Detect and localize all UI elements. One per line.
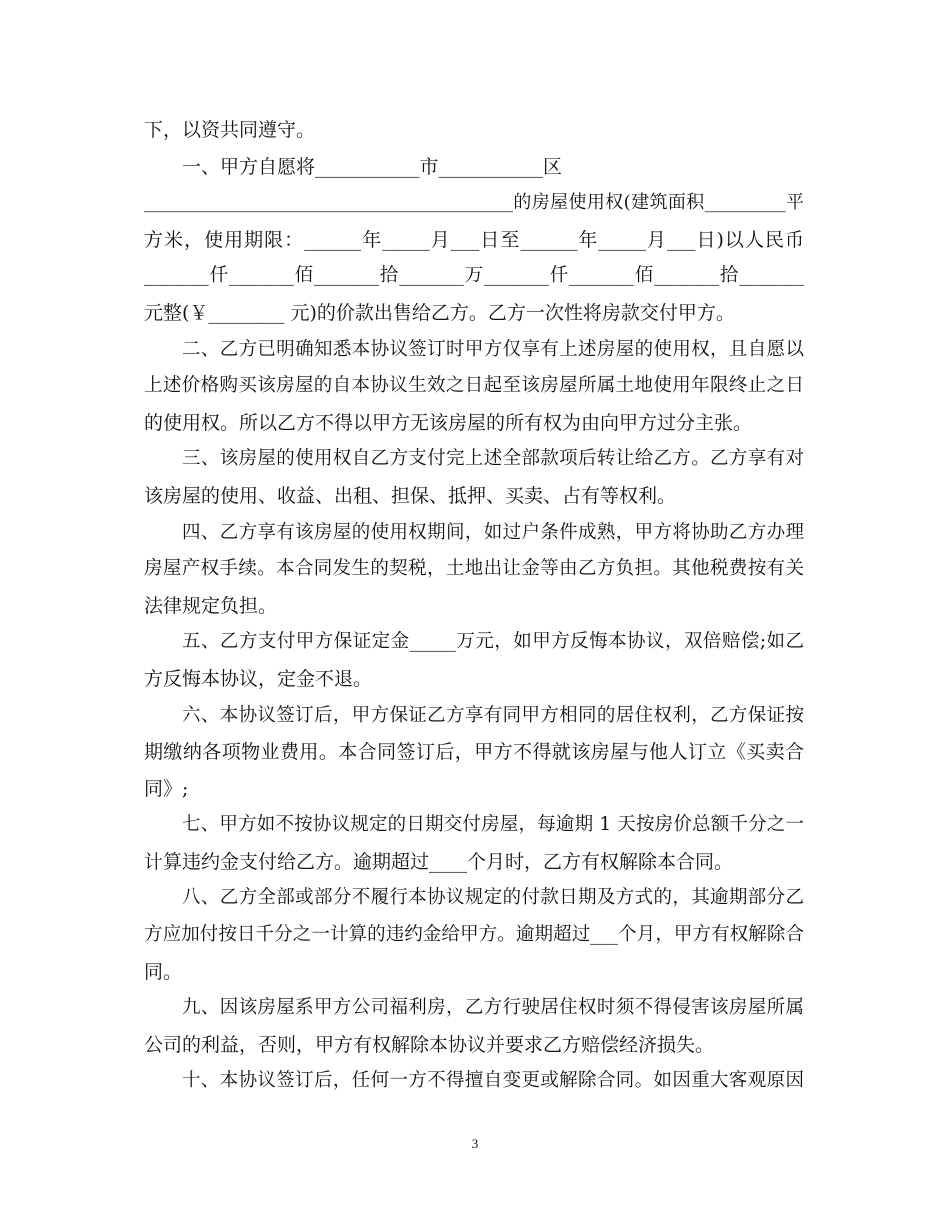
clause-3-line: 三、该房屋的使用权自乙方支付完上述全部款项后转让给乙方。乙方享有对	[182, 448, 804, 470]
clause-9-line: 九、因该房屋系甲方公司福利房，乙方行驶居住权时须不得侵害该房屋所属	[182, 997, 804, 1019]
clause-9-line: 公司的利益，否则，甲方有权解除本协议并要求乙方赔偿经济损失。	[144, 1033, 715, 1056]
clause-2-line: 上述价格购买该房屋的自本协议生效之日起至该房屋所属土地使用年限终止之日	[144, 375, 804, 397]
clause-6-line: 期缴纳各项物业费用。本合同签订后，甲方不得就该房屋与他人订立《买卖合	[144, 741, 804, 764]
clause-6-line: 六、本协议签订后，甲方保证乙方享有同甲方相同的居住权利，乙方保证按	[182, 704, 804, 726]
clause-7-line: 计算违约金支付给乙方。逾期超过____个月时，乙方有权解除本合同。	[144, 850, 734, 873]
clause-1-line: 元整(￥________ 元)的价款出售给乙方。乙方一次性将房款交付甲方。	[144, 301, 735, 324]
page-number: 3	[471, 1136, 479, 1151]
clause-1-line: _______仟_______佰_______拾_______万_______仟_______佰_______拾_______	[144, 265, 804, 287]
clause-5-line: 五、乙方支付甲方保证定金_____万元，如甲方反悔本协议，双倍赔偿;如乙	[182, 631, 804, 653]
clause-1-line: 方米，使用期限：______年_____月___日至______年_____月___日)以人民币	[144, 228, 804, 251]
clause-10-line: 十、本协议签订后，任何一方不得擅自变更或解除合同。如因重大客观原因	[182, 1070, 804, 1092]
clause-8-line: 同。	[144, 960, 183, 983]
clause-7-line: 七、甲方如不按协议规定的日期交付房屋，每逾期 1 天按房价总额千分之一	[182, 814, 804, 836]
clause-8-line: 方应加付按日千分之一计算的违约金给甲方。逾期超过___个月，甲方有权解除合	[144, 924, 804, 946]
clause-3-line: 该房屋的使用、收益、出租、担保、抵押、买卖、占有等权利。	[144, 484, 677, 507]
clause-2-line: 的使用权。所以乙方不得以甲方无该房屋的所有权为由向甲方过分主张。	[144, 411, 753, 434]
clause-5-line: 方反悔本协议，定金不退。	[144, 667, 373, 690]
clause-6-line: 同》;	[144, 777, 189, 800]
document-body	[144, 112, 804, 1100]
clause-4-line: 房屋产权手续。本合同发生的契税，土地出让金等由乙方负担。其他税费按有关	[144, 558, 804, 580]
clause-1-line: _________________________________________的房屋使用权(建筑面积_________平	[144, 192, 804, 214]
clause-4-line: 法律规定负担。	[144, 594, 278, 617]
clause-8-line: 八、乙方全部或部分不履行本协议规定的付款日期及方式的，其逾期部分乙	[182, 887, 804, 909]
clause-2-line: 二、乙方已明确知悉本协议签订时甲方仅享有上述房屋的使用权，且自愿以	[182, 338, 804, 360]
text-line: 下，以资共同遵守。	[144, 119, 316, 141]
clause-4-line: 四、乙方享有该房屋的使用权期间，如过户条件成熟，甲方将协助乙方办理	[182, 521, 804, 543]
clause-1-line: 一、甲方自愿将___________市___________区	[182, 155, 563, 178]
